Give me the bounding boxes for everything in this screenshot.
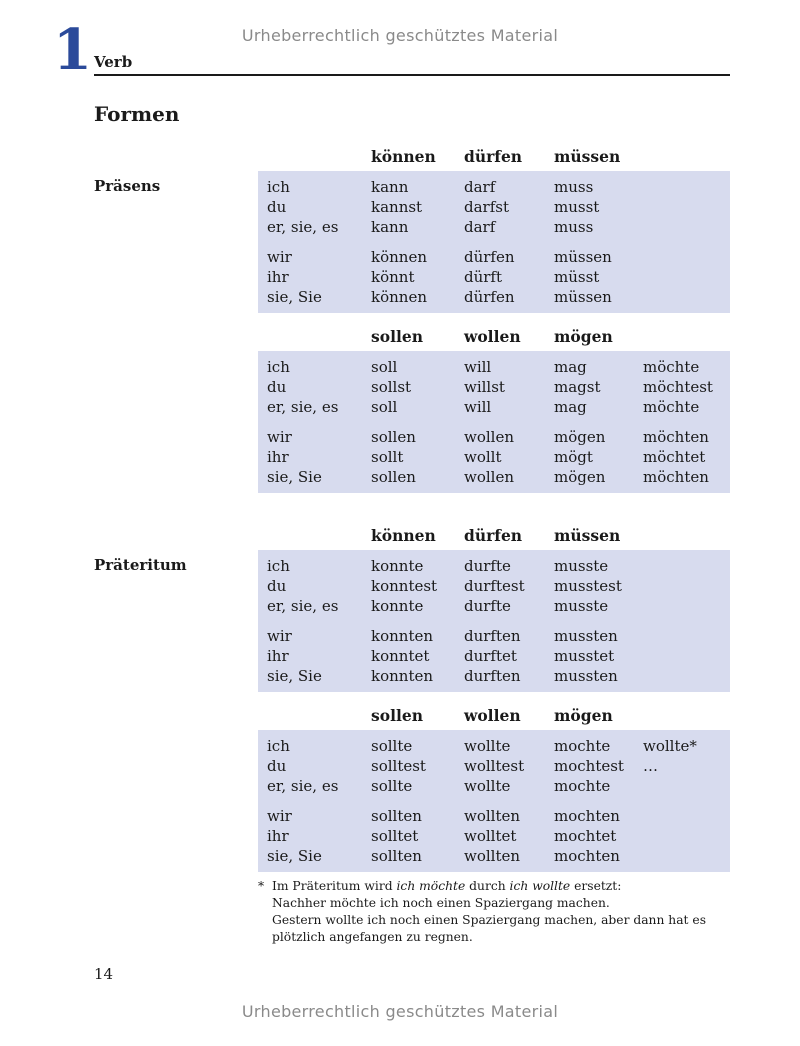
verb-form: will [464, 358, 492, 376]
verb-form: solltest [371, 757, 426, 775]
watermark-bottom: Urheberrechtlich geschütztes Material [241, 1002, 559, 1021]
verb-form: mag [554, 358, 587, 376]
verb-form: willst [464, 378, 505, 396]
verb-form: sollen [371, 428, 416, 446]
footnote-example: Gestern wollte ich noch einen Spaziergang machen, aber dann hat es [272, 913, 706, 927]
table-row [258, 596, 730, 616]
header-rule [94, 74, 730, 76]
tense-label-praeteritum: Präteritum [94, 556, 187, 574]
verb-form: soll [371, 358, 398, 376]
pronoun: du [267, 577, 287, 595]
verb-form: möchten [643, 428, 709, 446]
column-header: wollen [464, 327, 521, 346]
watermark-top: Urheberrechtlich geschütztes Material [241, 26, 559, 45]
verb-form: mussten [554, 627, 618, 645]
verb-form: wolltet [464, 827, 517, 845]
verb-form: sollt [371, 448, 404, 466]
footnote-example: plötzlich angefangen zu regnen. [272, 930, 473, 944]
table-row [258, 576, 730, 596]
verb-form: mögt [554, 448, 593, 466]
table-row [258, 646, 730, 666]
verb-form: durftet [464, 647, 517, 665]
table-header [258, 706, 730, 726]
footnote-text: ersetzt: [570, 879, 622, 893]
verb-form: dürfen [464, 288, 515, 306]
verb-form: mochten [554, 847, 620, 865]
pronoun: du [267, 378, 287, 396]
verb-form: muss [554, 218, 594, 236]
verb-form: mussten [554, 667, 618, 685]
conjugation-table [258, 730, 730, 872]
pronoun: ich [267, 358, 290, 376]
verb-form: können [371, 288, 427, 306]
column-header: mögen [554, 327, 613, 346]
verb-form: mochte [554, 777, 611, 795]
table-row [258, 397, 730, 417]
column-header: mögen [554, 706, 613, 725]
table-row [258, 197, 730, 217]
footnote-emphasis: ich wollte [509, 879, 571, 893]
pronoun: du [267, 198, 287, 216]
verb-form: möchte [643, 398, 700, 416]
table-row [258, 776, 730, 796]
verb-form: möchtest [643, 378, 713, 396]
table-row [258, 447, 730, 467]
verb-form: wollte* [643, 737, 697, 755]
verb-form: möchten [643, 468, 709, 486]
verb-form: durften [464, 667, 521, 685]
verb-form: mag [554, 398, 587, 416]
verb-form: wollen [464, 468, 515, 486]
verb-form: mögen [554, 428, 606, 446]
verb-form: kannst [371, 198, 423, 216]
table-row [258, 247, 730, 267]
verb-form: sollte [371, 737, 413, 755]
table-row [258, 666, 730, 686]
verb-form: sollten [371, 847, 422, 865]
verb-form: müssen [554, 288, 612, 306]
pronoun: sie, Sie [267, 288, 322, 306]
section-title: Formen [94, 102, 180, 126]
pronoun: ihr [267, 448, 289, 466]
verb-form: müsst [554, 268, 600, 286]
pronoun: sie, Sie [267, 847, 322, 865]
verb-form: durftest [464, 577, 525, 595]
verb-form: kann [371, 218, 409, 236]
verb-form: konnten [371, 667, 434, 685]
verb-form: soll [371, 398, 398, 416]
verb-form: darf [464, 178, 496, 196]
conjugation-table [258, 351, 730, 493]
footnote-emphasis: ich möchte [396, 879, 466, 893]
verb-form: magst [554, 378, 601, 396]
verb-form: musste [554, 557, 609, 575]
verb-form: mögen [554, 468, 606, 486]
column-header: müssen [554, 147, 621, 166]
pronoun: wir [267, 428, 292, 446]
table-row [258, 826, 730, 846]
table-header [258, 526, 730, 546]
verb-form: musstet [554, 647, 615, 665]
verb-form: mochtet [554, 827, 617, 845]
verb-form: sollte [371, 777, 413, 795]
table-row [258, 736, 730, 756]
verb-form: könnt [371, 268, 415, 286]
footnote [258, 878, 728, 946]
verb-form: darfst [464, 198, 509, 216]
verb-form: kann [371, 178, 409, 196]
verb-form: … [643, 757, 658, 775]
verb-form: konnte [371, 557, 424, 575]
footnote-text: durch [465, 879, 510, 893]
table-header [258, 147, 730, 167]
column-header: wollen [464, 706, 521, 725]
pronoun: er, sie, es [267, 597, 339, 615]
column-header: sollen [371, 327, 423, 346]
verb-form: sollen [371, 468, 416, 486]
verb-form: müssen [554, 248, 612, 266]
column-header: dürfen [464, 147, 523, 166]
chapter-number: 1 [53, 17, 92, 83]
table-row [258, 357, 730, 377]
pronoun: ich [267, 178, 290, 196]
verb-form: will [464, 398, 492, 416]
verb-form: darf [464, 218, 496, 236]
footnote-example: Nachher möchte ich noch einen Spaziergang machen. [272, 896, 610, 910]
verb-form: durften [464, 627, 521, 645]
pronoun: ich [267, 737, 290, 755]
pronoun: ihr [267, 268, 289, 286]
pronoun: er, sie, es [267, 218, 339, 236]
pronoun: sie, Sie [267, 468, 322, 486]
table-row [258, 756, 730, 776]
verb-form: konntet [371, 647, 430, 665]
verb-form: konnte [371, 597, 424, 615]
verb-form: können [371, 248, 427, 266]
verb-form: musstest [554, 577, 622, 595]
verb-form: dürfen [464, 248, 515, 266]
table-row [258, 267, 730, 287]
verb-form: mochten [554, 807, 620, 825]
pronoun: sie, Sie [267, 667, 322, 685]
pronoun: wir [267, 807, 292, 825]
tense-label-praesens: Präsens [94, 177, 161, 195]
pronoun: er, sie, es [267, 777, 339, 795]
verb-form: mochte [554, 737, 611, 755]
footnote-text: Im Präteritum wird [272, 879, 397, 893]
verb-form: sollten [371, 807, 422, 825]
column-header: können [371, 526, 436, 545]
footnote-marker: * [258, 879, 265, 893]
table-row [258, 846, 730, 866]
verb-form: durfte [464, 557, 511, 575]
verb-form: wollten [464, 847, 521, 865]
verb-form: wollte [464, 777, 511, 795]
table-row [258, 177, 730, 197]
table-row [258, 806, 730, 826]
verb-form: dürft [464, 268, 503, 286]
page-number: 14 [94, 965, 114, 983]
verb-form: konntest [371, 577, 438, 595]
pronoun: wir [267, 248, 292, 266]
pronoun: ihr [267, 647, 289, 665]
verb-form: muss [554, 178, 594, 196]
pronoun: er, sie, es [267, 398, 339, 416]
verb-form: wollt [464, 448, 502, 466]
table-header [258, 327, 730, 347]
table-row [258, 626, 730, 646]
column-header: müssen [554, 526, 621, 545]
column-header: sollen [371, 706, 423, 725]
verb-form: möchtet [643, 448, 706, 466]
pronoun: du [267, 757, 287, 775]
conjugation-table [258, 171, 730, 313]
column-header: dürfen [464, 526, 523, 545]
verb-form: konnten [371, 627, 434, 645]
verb-form: musste [554, 597, 609, 615]
verb-form: durfte [464, 597, 511, 615]
table-row [258, 556, 730, 576]
pronoun: ich [267, 557, 290, 575]
verb-form: wolltest [464, 757, 525, 775]
chapter-title: Verb [94, 53, 133, 71]
pronoun: ihr [267, 827, 289, 845]
table-row [258, 427, 730, 447]
pronoun: wir [267, 627, 292, 645]
verb-form: solltet [371, 827, 419, 845]
table-row [258, 377, 730, 397]
verb-form: mochtest [554, 757, 624, 775]
verb-form: möchte [643, 358, 700, 376]
verb-form: wollten [464, 807, 521, 825]
footnote-line [258, 878, 728, 895]
table-row [258, 467, 730, 487]
column-header: können [371, 147, 436, 166]
verb-form: sollst [371, 378, 412, 396]
conjugation-table [258, 550, 730, 692]
verb-form: musst [554, 198, 600, 216]
table-row [258, 217, 730, 237]
verb-form: wollen [464, 428, 515, 446]
verb-form: wollte [464, 737, 511, 755]
table-row [258, 287, 730, 307]
